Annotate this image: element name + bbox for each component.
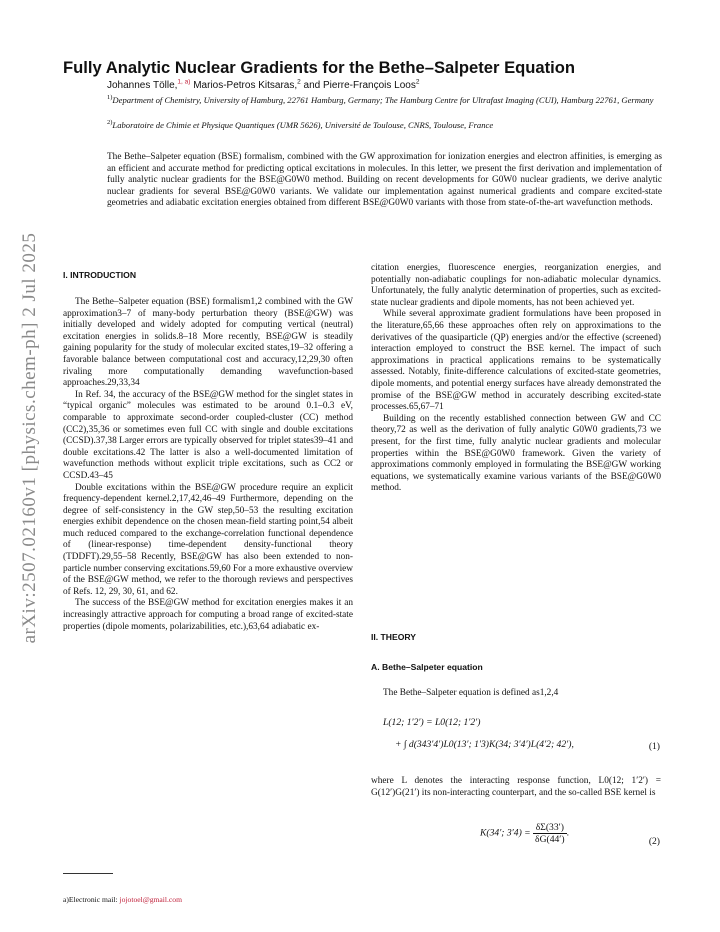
paragraph: In Ref. 34, the accuracy of the BSE@GW method for the singlet states in “typical organic” molecules was estimated to be around 0.1–0.3 eV, comparable to approximate second-order coupled-cluster (CC) method (CC2),35,36 or sometimes even full CC with single and double excitations (CCSD).37,38 Larger errors are typically observed for triplet states39–41 and double excitations.42 The latter is also a well-documented limitation of wavefunction methods without explicit triple excitations, such as CC2 or CCSD.43–45 (63, 389, 353, 481)
right-column (371, 263, 661, 495)
author-list (107, 80, 419, 91)
equation-number: (1) (648, 741, 660, 752)
footnote: a)Electronic mail: jojotoel@gmail.com (63, 895, 182, 904)
paragraph: The success of the BSE@GW method for excitation energies makes it an increasingly attractive approach for computing a broad range of excited-state properties (dipole moments, polarizabilities, etc.),63,64 adiabatic ex- (63, 598, 353, 632)
author-name: Johannes Tölle, (107, 80, 178, 91)
affiliation-1: $^{1)}$Department of Chemistry, University of Hamburg, 22761 Hamburg, Germany; The Hamburg Centre for Ultrafast Imaging (CUI), Hamburg 22761, Germany (107, 94, 654, 105)
equation-1-line-2: + ∫ d(343′4′)L0(13′; 1′3)K(34; 3′4′)L(4′2; 42′), (395, 739, 574, 750)
equation-2: K(34′; 3′4) = $\frac{\delta\Sigma(33')}{\delta G(44')}$ . (480, 822, 569, 845)
paragraph: Double excitations within the BSE@GW procedure require an explicit frequency-dependent kernel.2,17,42,46–49 Furthermore, depending on the degree of self-consistency in the GW step,50–53 the resulting excitation energies exhibit dependence on the chosen mean-field starting point,54 albeit much reduced compared to the exchange-correlation functional dependence of (linear-response) time-dependent density-functional theory (TDDFT).29,55–58 Recently, BSE@GW has also been extended to non-particle number conserving excitations.59,60 For a more exhaustive overview of the BSE@GW method, we refer to the thorough reviews and perspectives of Refs. 12, 29, 30, 61, and 62. (63, 482, 353, 597)
subsection-heading-bse: A. Bethe–Salpeter equation (371, 662, 483, 672)
affiliation-2: $^{2)}$Laboratoire de Chimie et Physique Quantiques (UMR 5626), Université de Toulouse, CNRS, Toulouse, France (107, 119, 494, 130)
arxiv-identifier: arXiv:2507.02160v1 [physics.chem-ph] 2 Jul 2025 (19, 232, 40, 644)
paragraph: citation energies, fluorescence energies, reorganization energies, and potentially non-adiabatic couplings for non-adiabatic molecular dynamics. Unfortunately, the fully analytic determination of properties, such as excited-state nuclear gradients and dipole moments, has not been achieved yet. (371, 263, 661, 308)
paragraph: The Bethe–Salpeter equation (BSE) formalism1,2 combined with the GW approximation3–7 of many-body perturbation theory (BSE@GW) was initially developed and widely adopted for computing vertical (neutral) excitation energies in solids.8–18 More recently, BSE@GW is steadily gaining popularity for the study of molecular excited states,19–32 offering a favorable balance between computational cost and accuracy,12,29,30 often rivaling more computationally demanding wavefunction-based approaches.29,33,34 (63, 297, 353, 389)
fraction: $\frac{\delta\Sigma(33')}{\delta G(44')}$ (535, 822, 565, 845)
left-column (63, 297, 353, 633)
section-heading-theory: II. THEORY (371, 632, 417, 642)
author-sup: 2 (415, 78, 420, 86)
author-name: and Pierre-François Loos (300, 80, 416, 91)
author-sup: 1, a) (177, 78, 191, 86)
equation-1-line-1: L(12; 1′2′) = L0(12; 1′2′) (383, 717, 481, 728)
author-sup: 2 (297, 78, 301, 86)
abstract: The Bethe–Salpeter equation (BSE) formalism, combined with the GW approximation for ionization energies and electron affinities, is emerging as an efficient and accurate method for predicting optical excitations in molecules. In this letter, we present the first derivation and implementation of fully analytic nuclear gradients for the BSE@G0W0 method. Building on recent developments for G0W0 nuclear gradients, we derive analytic nuclear gradients for several BSE@G0W0 variants. We validate our implementation against numerical gradients and compare excited-state geometries and adiabatic excitation energies obtained from different BSE@G0W0 variants with those from state-of-the-art wavefunction methods. (107, 152, 662, 209)
paragraph: While several approximate gradient formulations have been proposed in the literature,65,66 these approaches often rely on approximations to the derivatives of the quasiparticle (QP) energies and/or the effective (screened) interaction employed to construct the BSE kernel. The impact of such approximations in practical applications remains to be systematically assessed. Notably, finite-difference calculations of excited-state geometries, dipole moments, and potential energy surfaces have already demonstrated the promise of the BSE@GW method in accurately describing excited-state processes.65,67–71 (371, 309, 661, 413)
paper-title: Fully Analytic Nuclear Gradients for the Bethe–Salpeter Equation (63, 58, 576, 77)
equation-number: (2) (648, 836, 660, 847)
after-equation-text: where L denotes the interacting response function, L0(12; 1′2′) = G(12′)G(21′) its non-interacting counterpart, and the so-called BSE kernel is (371, 776, 661, 798)
email-link[interactable]: jojotoel@gmail.com (119, 895, 182, 904)
paragraph: Building on the recently established connection between GW and CC theory,72 as well as the derivation of fully analytic G0W0 gradients,73 we present, for the first time, fully analytic nuclear gradients and molecular properties within the BSE@G0W0 framework. Given the variety of approximations commonly employed in formulating the BSE@GW working equations, we systematically examine various variants of the BSE@G0W0 method. (371, 413, 661, 494)
section-heading-introduction: I. INTRODUCTION (63, 270, 137, 280)
author-name: Marios-Petros Kitsaras, (190, 80, 298, 91)
theory-intro: The Bethe–Salpeter equation is defined as1,2,4 (383, 688, 559, 698)
footnote-rule (63, 873, 113, 874)
